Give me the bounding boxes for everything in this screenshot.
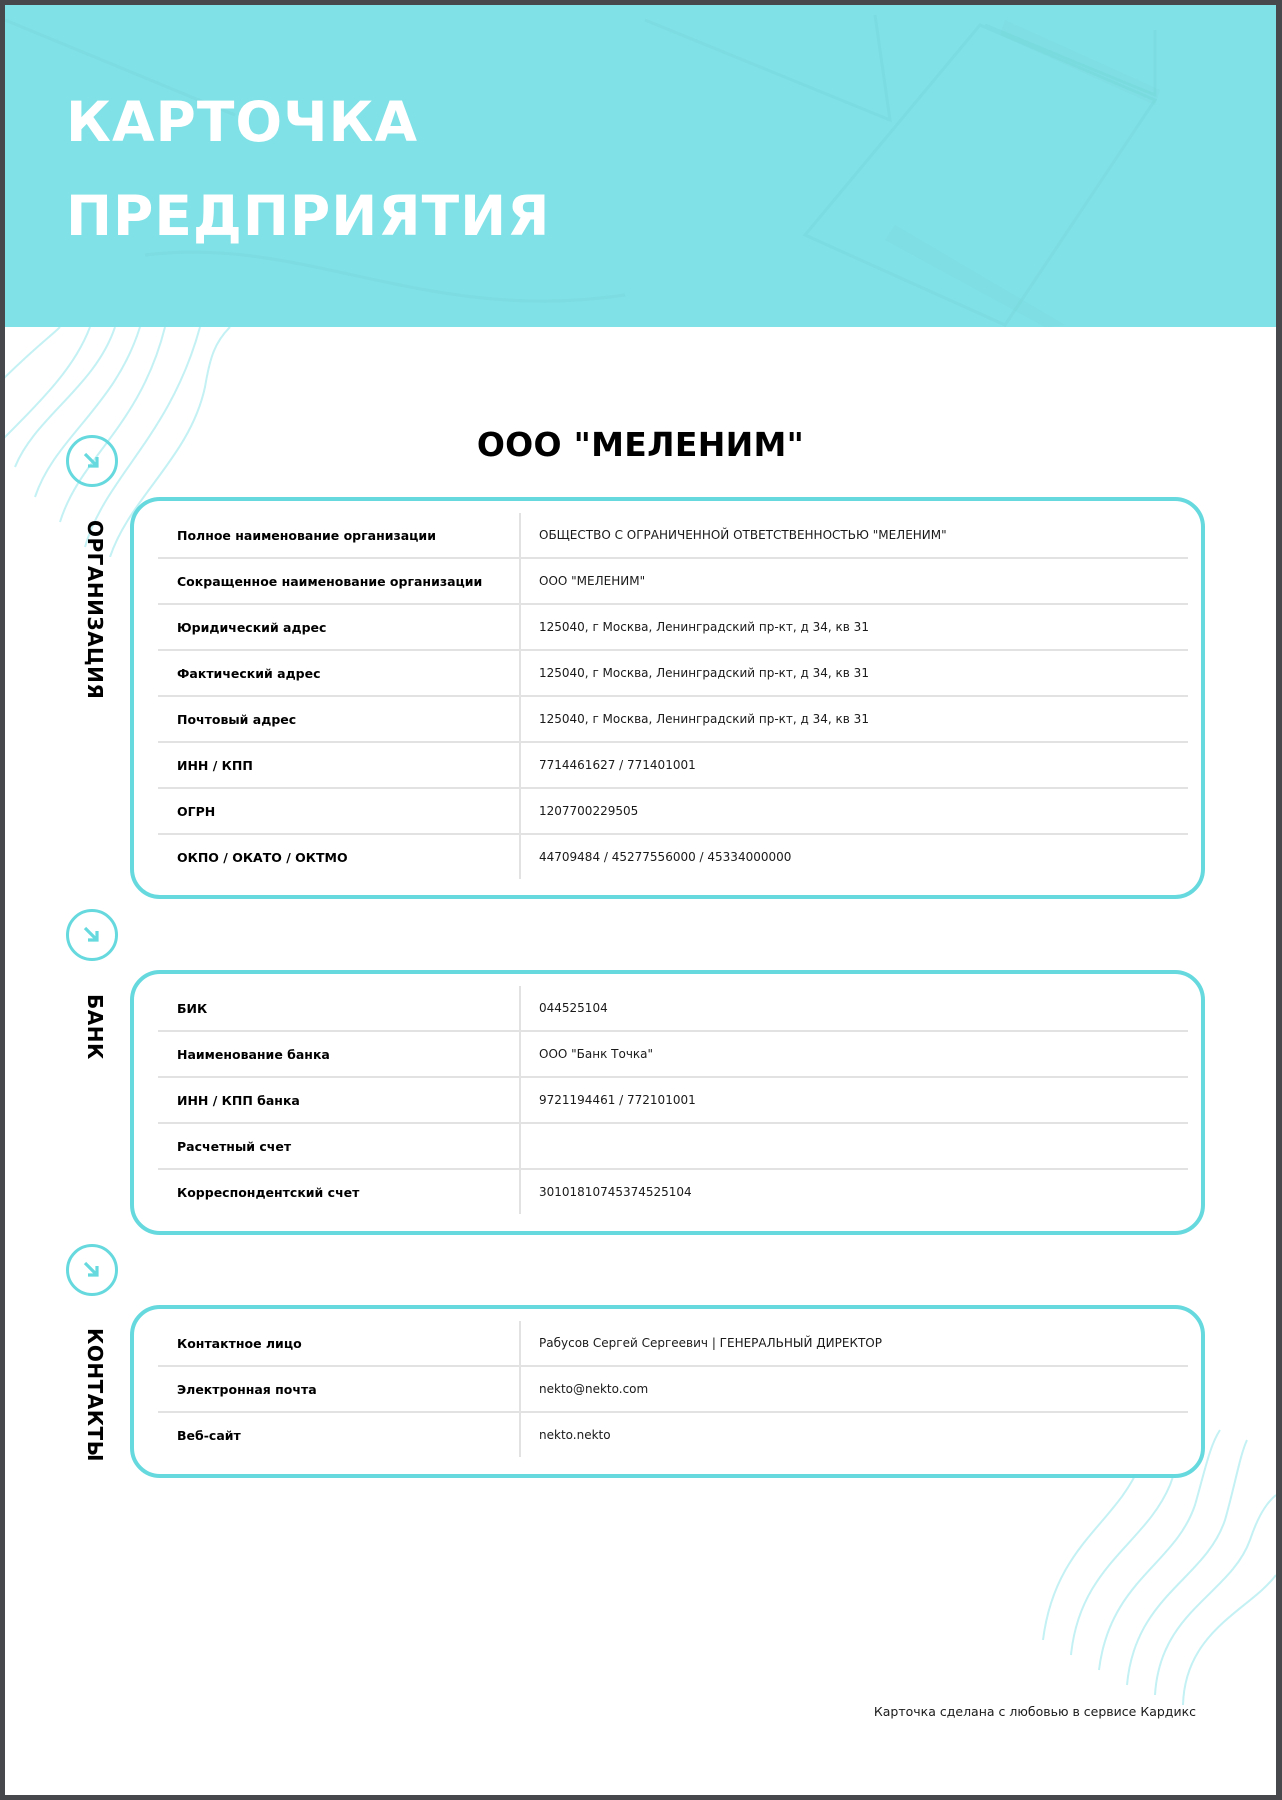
table-row [158, 1412, 1188, 1457]
row-label: ИНН / КПП [158, 742, 520, 788]
arrow-down-right-icon [66, 435, 118, 487]
footer-credit: Карточка сделана с любовью в сервисе Кардикс [873, 1704, 1196, 1719]
table-row [158, 1123, 1188, 1169]
row-value: 125040, г Москва, Ленинградский пр-кт, д 34, кв 31 [520, 650, 1188, 696]
table-row [158, 986, 1188, 1031]
organization-card [130, 497, 1205, 899]
table-row [158, 834, 1188, 879]
row-value: 30101810745374525104 [539, 1185, 692, 1199]
table-row [158, 558, 1188, 604]
header-title-line1: КАРТОЧКА [66, 90, 419, 154]
table-row [158, 1366, 1188, 1412]
table-row [158, 1321, 1188, 1366]
header-banner [5, 5, 1276, 327]
row-label: БИК [158, 986, 520, 1031]
bank-card [130, 970, 1205, 1235]
contact-website-value[interactable]: nekto.nekto [539, 1428, 611, 1442]
company-title: ООО "МЕЛЕНИМ" [476, 425, 805, 464]
row-label: Почтовый адрес [158, 696, 520, 742]
row-label: Полное наименование организации [158, 513, 520, 558]
row-label: Юридический адрес [158, 604, 520, 650]
table-row [158, 650, 1188, 696]
row-value [520, 1123, 1188, 1169]
row-value: ОБЩЕСТВО С ОГРАНИЧЕННОЙ ОТВЕТСТВЕННОСТЬЮ "МЕЛЕНИМ" [520, 513, 1188, 558]
row-value: ООО "МЕЛЕНИМ" [520, 558, 1188, 604]
table-row [158, 604, 1188, 650]
arrow-down-right-icon [66, 1244, 118, 1296]
organization-table [158, 513, 1188, 879]
row-value: 125040, г Москва, Ленинградский пр-кт, д 34, кв 31 [520, 696, 1188, 742]
row-value: Рабусов Сергей Сергеевич | ГЕНЕРАЛЬНЫЙ ДИРЕКТОР [520, 1321, 1188, 1366]
row-label: ИНН / КПП банка [158, 1077, 520, 1123]
row-label: Расчетный счет [158, 1123, 520, 1169]
row-label: Корреспондентский счет [158, 1169, 520, 1214]
arrow-glyph [80, 1258, 104, 1282]
header-title-line2: ПРЕДПРИЯТИЯ [66, 184, 551, 248]
row-label: ОГРН [158, 788, 520, 834]
company-card-page [5, 5, 1276, 1795]
table-row [158, 513, 1188, 558]
contact-email-value[interactable]: nekto@nekto.com [520, 1366, 1188, 1412]
row-label: Сокращенное наименование организации [158, 558, 520, 604]
row-value: 044525104 [520, 986, 1188, 1031]
row-value: 44709484 / 45277556000 / 45334000000 [539, 850, 792, 864]
section-label-organization: ОРГАНИЗАЦИЯ [83, 520, 107, 700]
table-row [158, 1031, 1188, 1077]
table-row [158, 1169, 1188, 1214]
table-row [158, 1077, 1188, 1123]
arrow-glyph [80, 449, 104, 473]
row-label: Электронная почта [158, 1366, 520, 1412]
section-label-contacts: КОНТАКТЫ [83, 1328, 107, 1462]
row-value: ООО "Банк Точка" [520, 1031, 1188, 1077]
section-label-bank: БАНК [83, 994, 107, 1060]
table-row [158, 788, 1188, 834]
row-value: 7714461627 / 771401001 [520, 742, 1188, 788]
row-label: Веб-сайт [158, 1412, 520, 1457]
row-label: Наименование банка [158, 1031, 520, 1077]
arrow-down-right-icon [66, 909, 118, 961]
table-row [158, 742, 1188, 788]
contacts-table [158, 1321, 1188, 1457]
row-value: 1207700229505 [520, 788, 1188, 834]
row-label: Фактический адрес [158, 650, 520, 696]
header-title [66, 75, 551, 263]
row-label: ОКПО / ОКАТО / ОКТМО [158, 834, 520, 879]
bank-table [158, 986, 1188, 1214]
contacts-card [130, 1305, 1205, 1478]
table-row [158, 696, 1188, 742]
row-value: 9721194461 / 772101001 [520, 1077, 1188, 1123]
arrow-glyph [80, 923, 104, 947]
row-label: Контактное лицо [158, 1321, 520, 1366]
row-value: 125040, г Москва, Ленинградский пр-кт, д 34, кв 31 [520, 604, 1188, 650]
